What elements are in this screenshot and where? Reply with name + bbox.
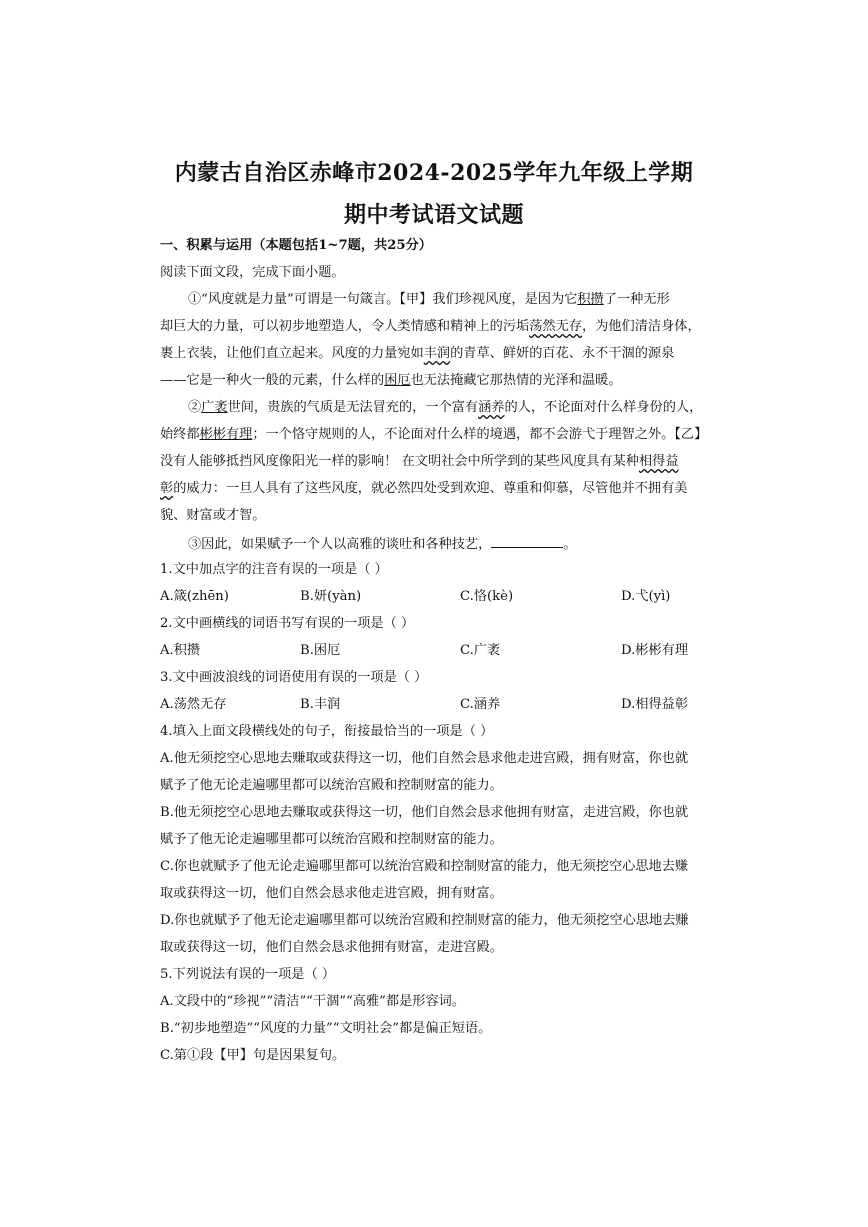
passage-p2-line1: ②广袤世间，贵族的气质是无法冒充的，一个富有涵养的人，不论面对什么样身份的人，	[188, 400, 703, 415]
passage-p1-line3: 裹上衣装，让他们直立起来。风度的力量宛如丰润的青草、鲜妍的百花、永不干涸的源泉	[160, 346, 675, 361]
underlined-word: 彬彬有理	[199, 427, 253, 442]
q4-option-b-line1[interactable]: B.他无须挖空心思地去赚取或获得这一切，他们自然会恳求他拥有财富，走进宫殿，你也就	[160, 805, 689, 820]
q4-option-c-line1[interactable]: C.你也就赋予了他无论走遍哪里都可以统治宫殿和控制财富的能力，他无须挖空心思地去赚	[160, 859, 689, 874]
q4-option-b-line2: 赋予了他无论走遍哪里都可以统治宫殿和控制财富的能力。	[160, 832, 503, 847]
q5-option-b[interactable]: B.“初步地塑造”“风度的力量”“文明社会”都是偏正短语。	[160, 1021, 492, 1036]
underlined-word: 广袤	[201, 400, 228, 415]
passage-p2-line3: 没有人能够抵挡风度像阳光一样的影响！ 在文明社会中所学到的某些风度具有某种相得益	[160, 454, 679, 469]
question-3: 3.文中画波浪线的词语使用有误的一项是（ ）	[160, 670, 428, 685]
page-subtitle: 期中考试语文试题	[343, 202, 524, 228]
passage-p1-line1: ①“风度就是力量”可谓是一句箴言。【甲】我们珍视风度，是因为它积攒了一种无形	[188, 292, 670, 307]
wavy-word: 涵养	[478, 400, 505, 415]
q1-option-c[interactable]: C.恪(kè)	[460, 589, 514, 604]
q4-option-a-line1[interactable]: A.他无须挖空心思地去赚取或获得这一切，他们自然会恳求他走进宫殿，拥有财富，你也就	[160, 751, 689, 766]
q3-option-b[interactable]: B.丰润	[300, 697, 341, 712]
q3-option-c[interactable]: C.涵养	[460, 697, 501, 712]
q4-option-c-line2: 取或获得这一切，他们自然会恳求他走进宫殿，拥有财富。	[160, 886, 503, 901]
passage-p2-line5: 貌、财富或才智。	[160, 508, 266, 523]
q1-option-a[interactable]: A.箴(zhēn)	[160, 589, 229, 604]
passage-p2-line4: 彰的威力：一旦人具有了这些风度，就必然四处受到欢迎、尊重和仰慕，尽管他并不拥有美	[160, 481, 688, 496]
passage-p1-line4: ——它是一种火一般的元素，什么样的困厄也无法掩藏它那热情的光泽和温暖。	[160, 373, 622, 388]
q1-option-b[interactable]: B.妍(yàn)	[300, 589, 362, 604]
wavy-word: 彰	[160, 481, 174, 496]
instruction-text: 阅读下面文段，完成下面小题。	[160, 265, 345, 280]
underlined-word: 积攒	[577, 292, 604, 307]
q2-option-b[interactable]: B.困厄	[300, 643, 341, 658]
q3-option-d[interactable]: D.相得益彰	[621, 697, 689, 712]
question-5: 5.下列说法有误的一项是（ ）	[160, 967, 336, 982]
q2-option-d[interactable]: D.彬彬有理	[621, 643, 689, 658]
q2-option-a[interactable]: A.积攒	[160, 643, 201, 658]
passage-p2-line2: 始终都彬彬有理；一个恪守规则的人，不论面对什么样的境遇，都不会游弋于理智之外。【乙】	[160, 427, 708, 442]
section-heading: 一、积累与运用（本题包括1~7题，共25分）	[160, 238, 432, 253]
wavy-word: 丰润	[423, 346, 451, 361]
question-2: 2.文中画横线的词语书写有误的一项是（ ）	[160, 616, 415, 631]
question-4: 4.填入上面文段横线处的句子，衔接最恰当的一项是（ ）	[160, 724, 494, 739]
passage-p3: ③因此，如果赋予一个人以高雅的谈吐和各种技艺， 。	[188, 533, 712, 555]
underlined-word: 困厄	[384, 373, 411, 388]
fill-blank	[491, 533, 563, 548]
q4-option-d-line1[interactable]: D.你也就赋予了他无论走遍哪里都可以统治宫殿和控制财富的能力，他无须挖空心思地去赚	[160, 913, 689, 928]
wavy-word: 荡然无存	[529, 319, 582, 334]
q4-option-d-line2: 取或获得这一切，他们自然会恳求他拥有财富，走进宫殿。	[160, 940, 503, 955]
q5-option-c[interactable]: C.第①段【甲】句是因果复句。	[160, 1048, 346, 1063]
wavy-word: 相得益	[638, 454, 679, 469]
q4-option-a-line2: 赋予了他无论走遍哪里都可以统治宫殿和控制财富的能力。	[160, 778, 503, 793]
q1-option-d[interactable]: D.弋(yì)	[621, 589, 671, 604]
q3-option-a[interactable]: A.荡然无存	[160, 697, 227, 712]
page-title: 内蒙古自治区赤峰市2024-2025学年九年级上学期	[174, 160, 694, 186]
q5-option-a[interactable]: A.文段中的“珍视”“清洁”“干涸”“高雅”都是形容词。	[160, 994, 466, 1009]
passage-p1-line2: 却巨大的力量，可以初步地塑造人，令人类情感和精神上的污垢荡然无存，为他们清洁身体，	[160, 319, 701, 334]
q2-option-c[interactable]: C.广袤	[460, 643, 501, 658]
question-1: 1.文中加点字的注音有误的一项是（ ）	[160, 562, 388, 577]
